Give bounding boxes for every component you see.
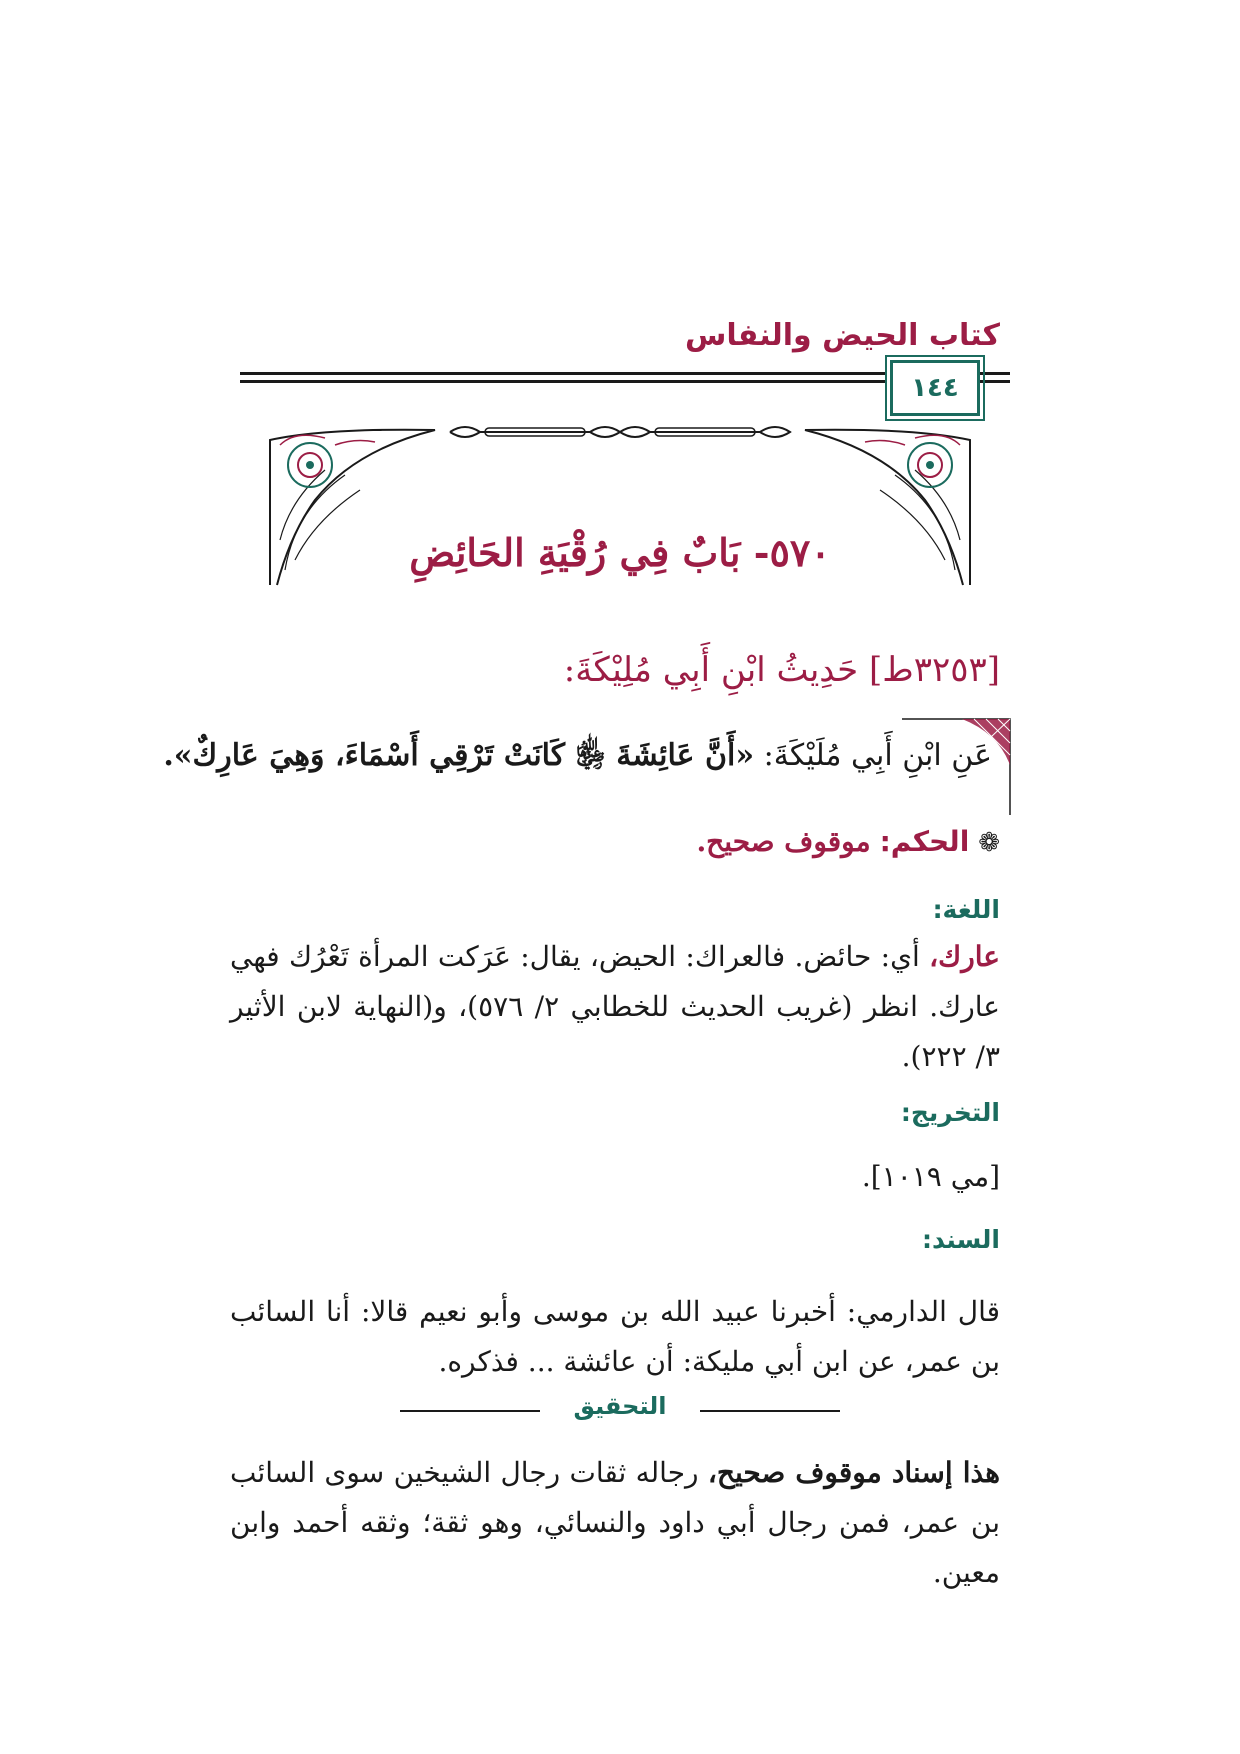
- tahqiq-divider: [400, 1392, 840, 1432]
- hadith-reference: [٣٢٥٣ط] حَدِيثُ ابْنِ أَبِي مُلِيْكَةَ:: [563, 650, 1000, 690]
- header-rule-right-bottom: [980, 380, 1010, 383]
- header-rule-bottom: [240, 380, 885, 383]
- lugha-text: [230, 932, 1000, 1082]
- hadith-matn: «أَنَّ عَائِشَةَ ﵂ كَانَتْ تَرْقِي أَسْمَاءَ، وَهِيَ عَارِكٌ».: [163, 738, 755, 773]
- running-title: كتاب الحيض والنفاس: [684, 318, 1000, 353]
- narrator-intro: عَنِ ابْنِ أَبِي مُلَيْكَةَ:: [754, 738, 992, 773]
- tahqiq-body: رجاله ثقات رجال الشيخين سوى السائب بن عمر، فمن رجال أبي داود والنسائي، وهو ثقة؛ وثقه أحمد وابن معين.: [230, 1456, 1000, 1589]
- hadith-text: [163, 737, 992, 780]
- lugha-term: عارك،: [929, 940, 1000, 973]
- takhrij-label: التخريج:: [900, 1098, 1000, 1127]
- tahqiq-lead: هذا إسناد موقوف صحيح،: [707, 1456, 1000, 1489]
- hadith-text-box: [163, 715, 1012, 815]
- chapter-title: ٥٧٠- بَابٌ فِي رُقْيَةِ الحَائِضِ: [409, 530, 831, 575]
- divider-line-right: [700, 1410, 840, 1412]
- divider-line-left: [400, 1410, 540, 1412]
- ruling-value: موقوف صحيح.: [696, 825, 871, 858]
- page-number-badge: [890, 360, 980, 416]
- ruling-label: الحكم:: [879, 825, 970, 858]
- tahqiq-label: التحقيق: [573, 1392, 667, 1420]
- lugha-explanation: أي: حائض. فالعراك: الحيض، يقال: عَرَكت المرأة تَعْرُك فهي عارك. انظر (غريب الحديث للخطابي ٢/ ٥٧٦)، و(النهاية لابن الأثير ٣/ ٢٢٢).: [230, 940, 1000, 1073]
- header-rule-right-top: [980, 372, 1010, 375]
- sanad-text: قال الدارمي: أخبرنا عبيد الله بن موسى وأبو نعيم قالا: أنا السائب بن عمر، عن ابن أبي مليكة: أن عائشة ... فذكره.: [230, 1295, 1000, 1378]
- flower-icon: ❁: [978, 828, 1000, 858]
- header-rule-top: [240, 372, 885, 375]
- lugha-label: اللغة:: [932, 895, 1000, 924]
- ruling-line: [696, 825, 1000, 858]
- tahqiq-text: [230, 1448, 1000, 1598]
- takhrij-text: [مي ١٠١٩].: [861, 1160, 1000, 1193]
- sanad-label: السند:: [921, 1225, 1000, 1254]
- page-number: ١٤٤: [911, 373, 959, 403]
